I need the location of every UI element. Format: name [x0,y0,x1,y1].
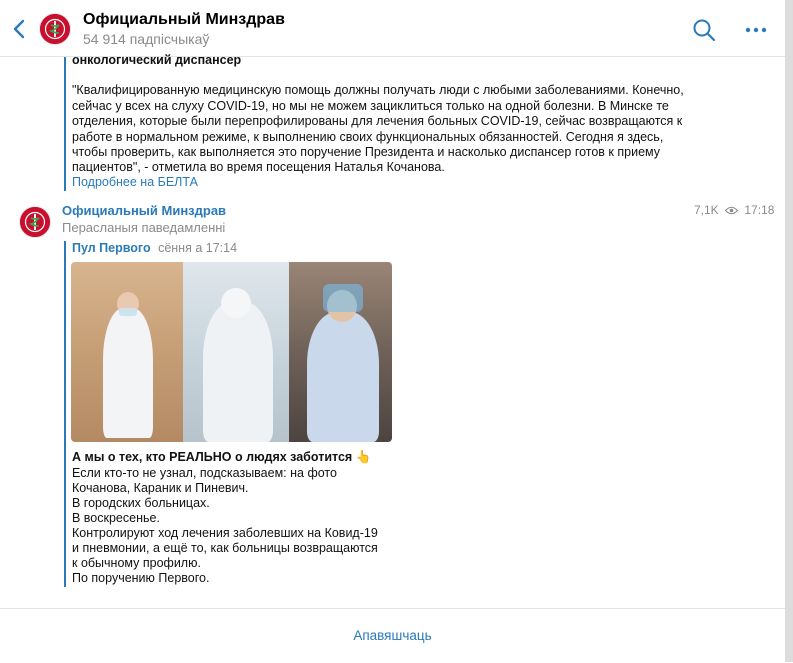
forward-source [72,241,237,255]
body-line: В городских больницах. [72,496,210,510]
forward-source-name[interactable]: Пул Первого [72,241,151,255]
belta-link[interactable]: Подробнее на БЕЛТА [72,175,198,189]
message-lead: А мы о тех, кто РЕАЛЬНО о людях заботится 👆 [72,450,372,464]
subscriber-count: 54 914 падпісчыкаў [83,31,210,47]
channel-footer [0,608,785,663]
prev-body-line: чтобы проверить, как выполняется это поручение Президента и насколько диспансер готов к приему [72,145,661,159]
channel-title[interactable]: Официальный Минздрав [83,11,285,28]
window-edge [785,0,793,662]
search-icon [692,18,716,42]
view-count: 7,1K [694,203,719,217]
search-button[interactable] [692,18,716,42]
more-options-button[interactable] [744,20,768,40]
back-button[interactable] [10,18,30,40]
medical-emblem-icon [40,14,70,44]
body-line: и пневмонии, а ещё то, как больницы возвращаются [72,541,378,555]
prev-body-line: "Квалифицированную медицинскую помощь должны получать люди с любыми заболеваниями. Конечно, [72,83,684,97]
message-meta [694,203,774,217]
channel-header [0,0,785,57]
chevron-left-icon [10,18,30,40]
photo-panel [71,262,183,442]
body-line: Если кто-то не узнал, подсказываем: на фото [72,466,337,480]
body-line: Кочанова, Караник и Пиневич. [72,481,249,495]
message-avatar[interactable] [19,206,51,238]
photo-panel [183,262,289,442]
message-time: 17:18 [744,203,775,217]
prev-body-line: работе в нормальном режиме, к выполнению своих функциональных обязанностей. Сегодня я здесь, [72,130,664,144]
message-photo[interactable] [71,262,392,442]
photo-panel [289,262,392,442]
message-author[interactable]: Официальный Минздрав [62,203,227,218]
medical-emblem-icon [20,207,50,237]
body-line: По поручению Первого. [72,571,210,585]
prev-body-line: отделения, которые были перепрофилированы для лечения больных COVID-19, сейчас возвращаются к [72,114,683,128]
eye-icon [725,206,738,215]
forwarded-label: Перасланыя паведамленні [62,220,226,235]
body-line: В воскресенье. [72,511,160,525]
more-icon [744,20,768,40]
notify-button[interactable]: Апавяшчаць [353,628,432,643]
prev-message-heading: онкологический диспансер [72,53,242,67]
body-line: Контролируют ход лечения заболевших на Ковид-19 [72,526,378,540]
prev-body-line: пациентов", - отметила во время посещения Наталья Кочанова. [72,160,445,174]
quote-bar [64,57,66,191]
forward-quote-bar [64,241,66,587]
forward-source-time: сёння а 17:14 [158,241,238,255]
channel-avatar[interactable] [39,13,71,45]
prev-body-line: сейчас у всех на слуху COVID-19, но мы не можем зациклиться только на одной болезни. В Минске те [72,99,669,113]
body-line: к обычному профилю. [72,556,201,570]
